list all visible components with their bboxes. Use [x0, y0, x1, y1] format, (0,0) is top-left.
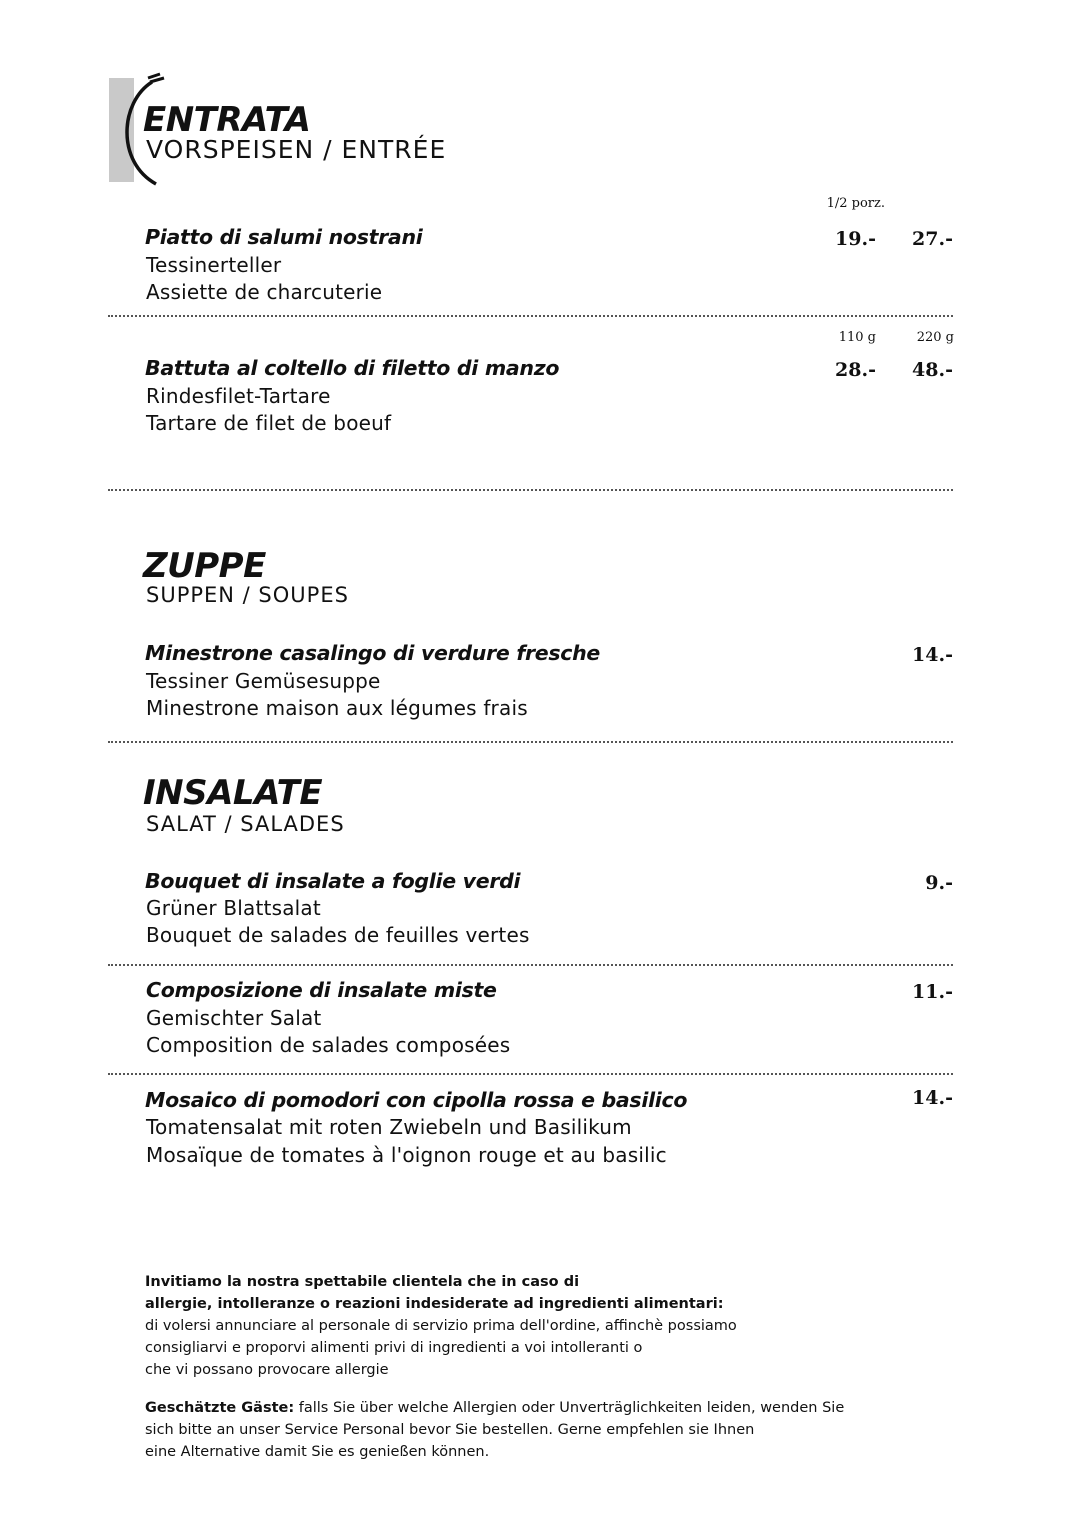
- allergy-note-it: [145, 1271, 737, 1381]
- dish-desc-de: Tomatensalat mit roten Zwiebeln und Basilikum: [146, 1115, 632, 1139]
- dotted-divider: [108, 964, 953, 966]
- dish-name: Bouquet di insalate a foglie verdi: [145, 869, 521, 893]
- allergy-note-it-line-3: che vi possano provocare allergie: [145, 1362, 389, 1378]
- portion-label: 1/2 porz.: [826, 196, 885, 211]
- portion-size-large: 220 g: [916, 330, 954, 345]
- dish-desc-fr: Tartare de filet de boeuf: [146, 411, 392, 435]
- dish-name: Piatto di salumi nostrani: [145, 225, 423, 249]
- dish-desc-de: Tessinerteller: [146, 253, 282, 277]
- allergy-note-de-line-2: sich bitte an unser Service Personal bevor Sie bestellen. Gerne empfehlen sie Ihnen: [145, 1422, 755, 1438]
- allergy-note-de-line-3: eine Alternative damit Sie es genießen können.: [145, 1444, 490, 1460]
- dish-name: Mosaico di pomodori con cipolla rossa e basilico: [145, 1088, 688, 1112]
- dish-desc-fr: Bouquet de salades de feuilles vertes: [146, 923, 530, 947]
- dish-desc-fr: Mosaïque de tomates à l'oignon rouge et au basilic: [146, 1143, 667, 1167]
- price-large: 27.-: [912, 228, 953, 250]
- price-large: 48.-: [912, 359, 953, 381]
- dotted-divider: [108, 741, 953, 743]
- dish-desc-fr: Assiette de charcuterie: [146, 280, 383, 304]
- dish-desc-de: Rindesfilet-Tartare: [146, 384, 331, 408]
- dotted-divider: [108, 315, 953, 317]
- price-small: 19.-: [835, 228, 876, 250]
- section-subtitle-insalate: SALAT / SALADES: [146, 812, 345, 836]
- price: 14.-: [912, 1087, 953, 1109]
- price: 9.-: [925, 872, 953, 894]
- dish-name: Minestrone casalingo di verdure fresche: [145, 641, 601, 665]
- dotted-divider: [108, 489, 953, 491]
- dotted-divider: [108, 1073, 953, 1075]
- price: 14.-: [912, 644, 953, 666]
- section-title-insalate: INSALATE: [143, 773, 323, 813]
- allergy-note-it-line-2: consigliarvi e proporvi alimenti privi di ingredienti a voi intolleranti o: [145, 1340, 643, 1356]
- price-small: 28.-: [835, 359, 876, 381]
- dish-desc-fr: Minestrone maison aux légumes frais: [146, 696, 528, 720]
- allergy-note-it-line-1: di volersi annunciare al personale di servizio prima dell'ordine, affinchè possiamo: [145, 1318, 737, 1334]
- dish-name: Battuta al coltello di filetto di manzo: [145, 356, 560, 380]
- section-subtitle-entrata: VORSPEISEN / ENTRÉE: [146, 135, 447, 164]
- section-subtitle-zuppe: SUPPEN / SOUPES: [146, 583, 349, 607]
- allergy-note-de-line-1: falls Sie über welche Allergien oder Unverträglichkeiten leiden, wenden Sie: [294, 1400, 845, 1416]
- portion-size-small: 110 g: [838, 330, 876, 345]
- allergy-note-it-bold-1: Invitiamo la nostra spettabile clientela che in caso di: [145, 1274, 580, 1290]
- dish-desc-fr: Composition de salades composées: [146, 1033, 511, 1057]
- dish-desc-de: Tessiner Gemüsesuppe: [146, 669, 381, 693]
- section-title-entrata: ENTRATA: [143, 100, 311, 140]
- dish-name: Composizione di insalate miste: [146, 978, 497, 1002]
- allergy-note-de: [145, 1397, 844, 1463]
- dish-desc-de: Gemischter Salat: [146, 1006, 322, 1030]
- dish-desc-de: Grüner Blattsalat: [146, 896, 321, 920]
- section-title-zuppe: ZUPPE: [143, 546, 266, 586]
- allergy-note-it-bold-2: allergie, intolleranze o reazioni indesiderate ad ingredienti alimentari:: [145, 1296, 724, 1312]
- price: 11.-: [912, 981, 953, 1003]
- allergy-note-de-bold: Geschätzte Gäste:: [145, 1400, 295, 1416]
